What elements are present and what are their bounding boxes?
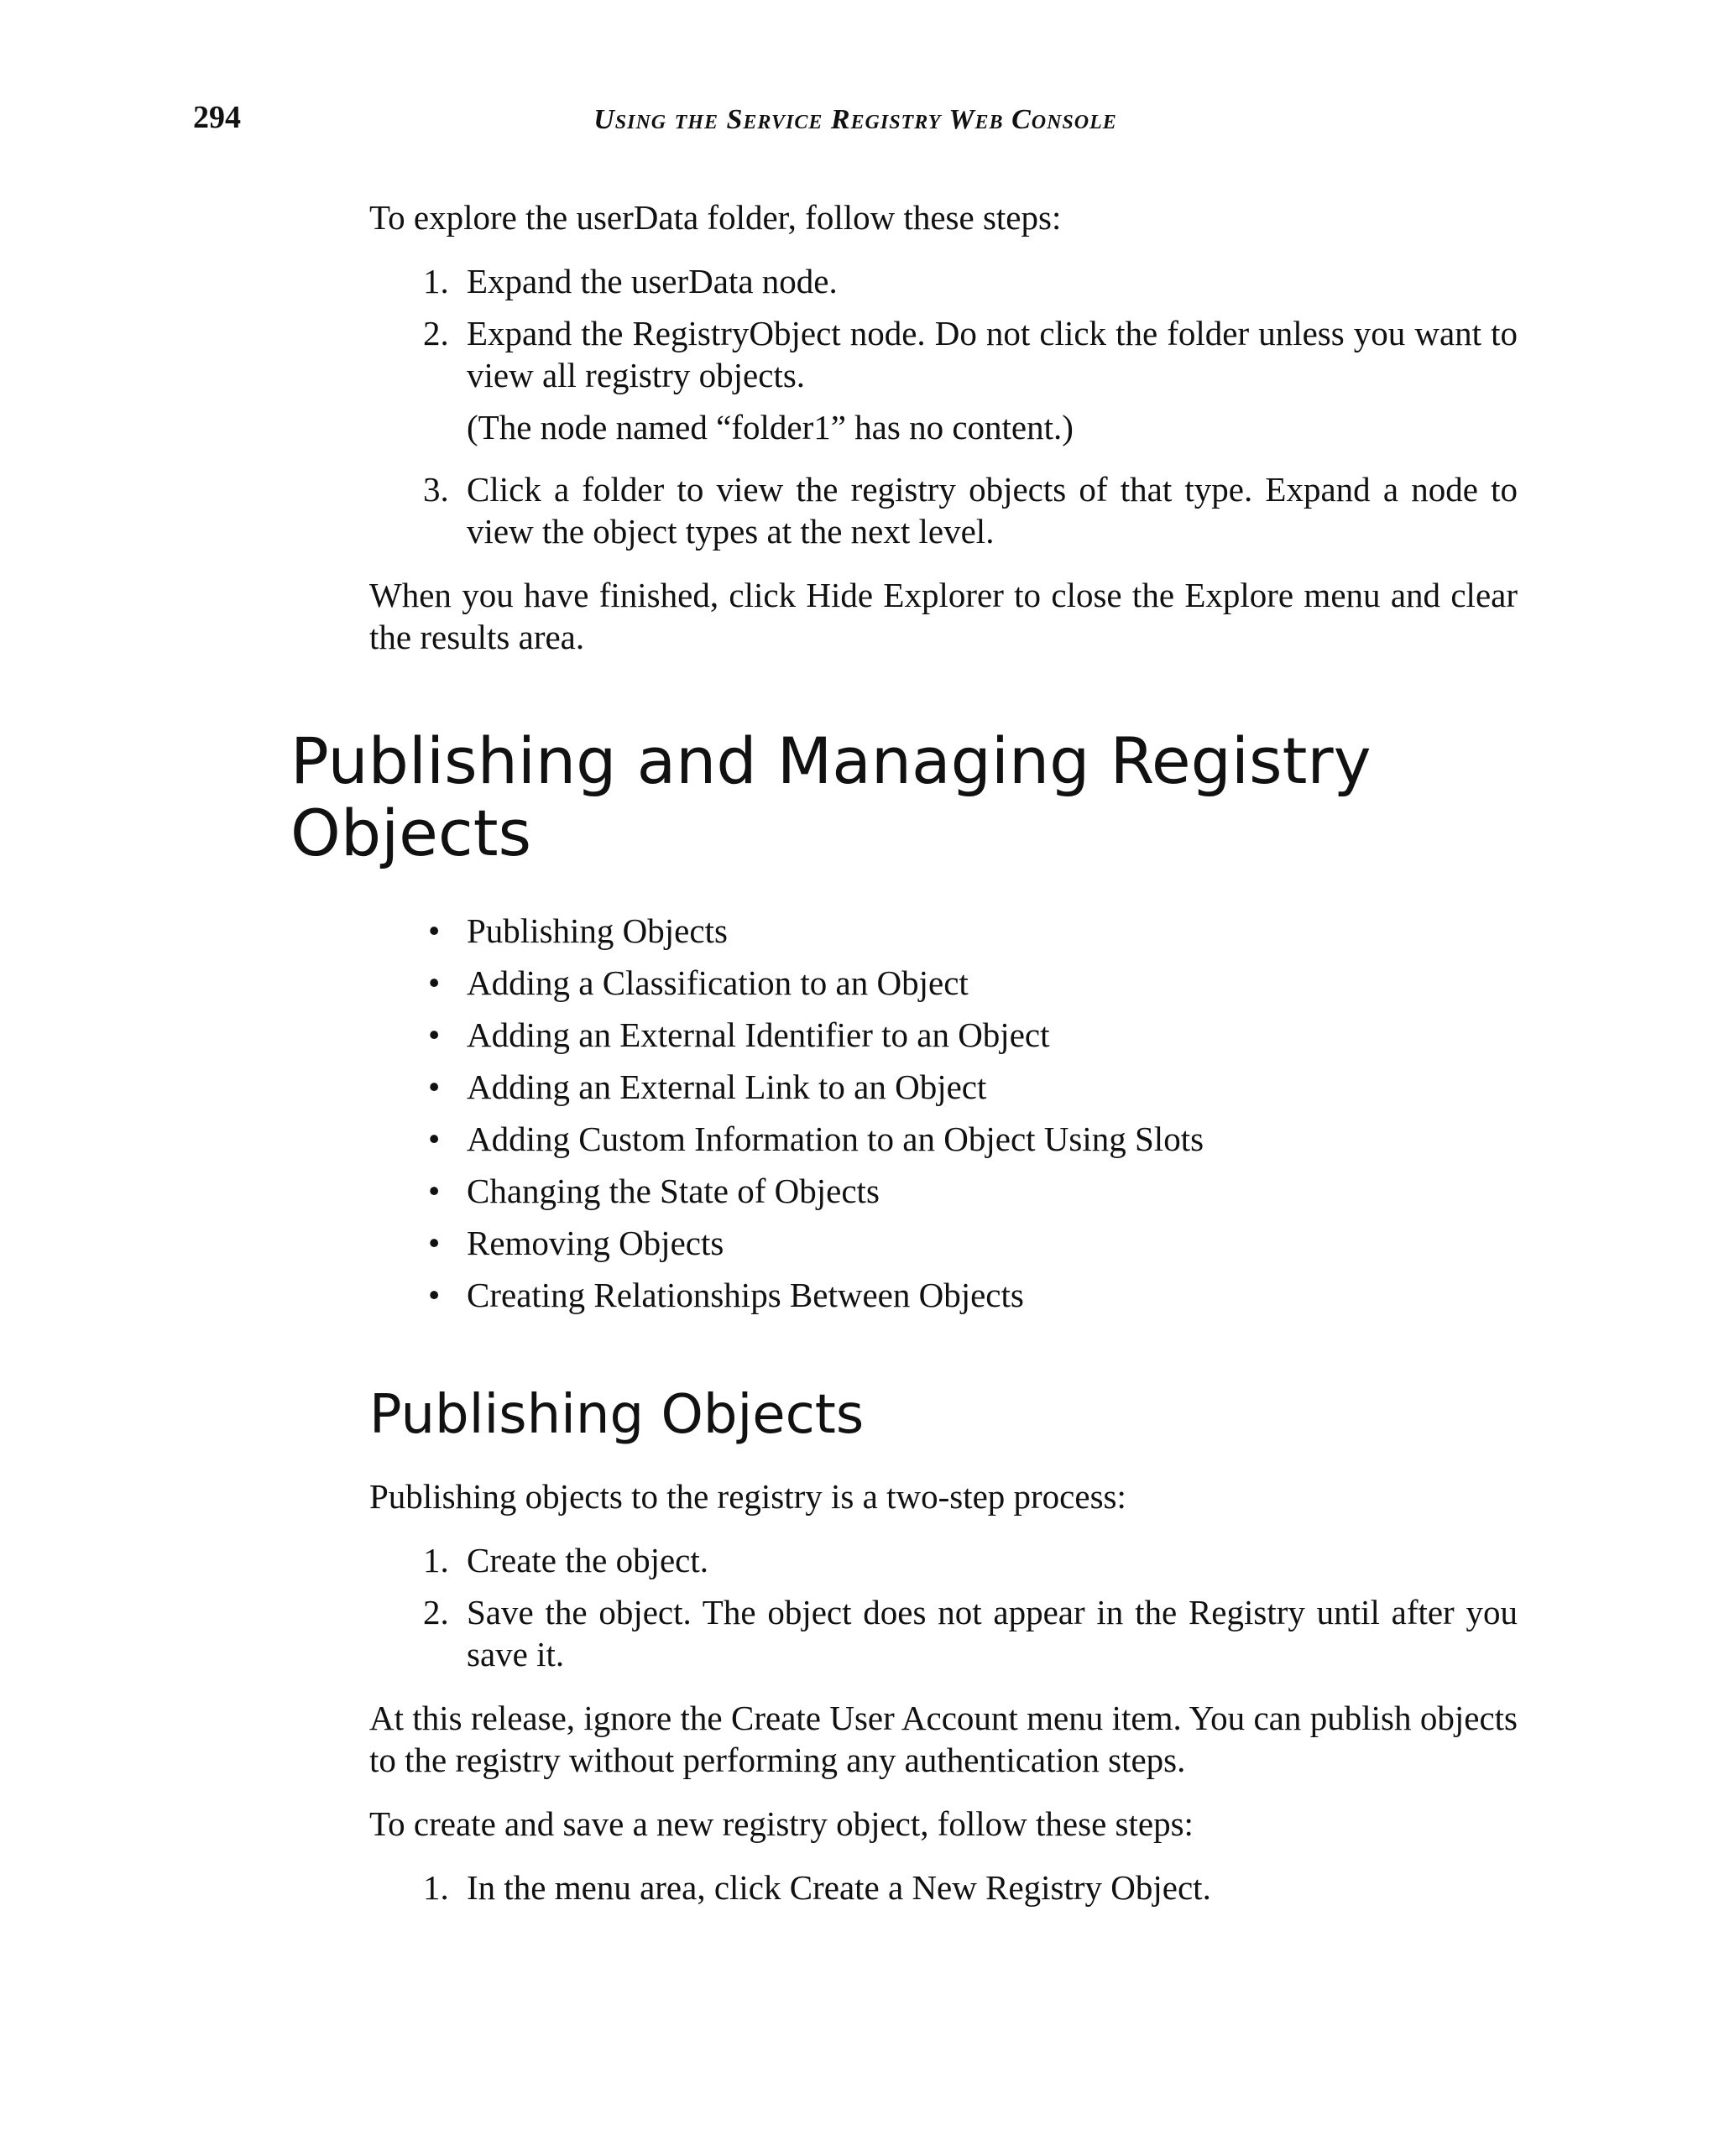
- topic-list-section: [369, 910, 1518, 1326]
- topic-label: Adding a Classification to an Object: [467, 963, 969, 1002]
- page-number: 294: [193, 100, 241, 135]
- topic-list: [369, 910, 1518, 1326]
- topic-list-item: [369, 1066, 1518, 1118]
- topic-label: Adding an External Identifier to an Object: [467, 1015, 1050, 1054]
- publishing-para-2: To create and save a new registry object, follow these steps:: [369, 1804, 1194, 1843]
- publishing-step-2: [369, 1591, 1518, 1675]
- topic-label: Creating Relationships Between Objects: [467, 1276, 1024, 1314]
- explore-step-2: [369, 312, 1518, 396]
- create-steps: [369, 1866, 1518, 1908]
- step-text: Click a folder to view the registry objects of that type. Expand a node to view the object types at the next level.: [467, 470, 1518, 551]
- page-header: [193, 99, 1518, 141]
- topic-list-item: [369, 1118, 1518, 1170]
- explore-section: [369, 196, 1518, 658]
- explore-intro: To explore the userData folder, follow these steps:: [369, 198, 1062, 237]
- publishing-intro: Publishing objects to the registry is a two-step process:: [369, 1477, 1126, 1516]
- topic-list-item: [369, 1274, 1518, 1326]
- step-number: 2.: [423, 1593, 449, 1631]
- topic-list-item: [369, 1222, 1518, 1274]
- topic-list-item: [369, 1170, 1518, 1222]
- running-head: Using the Service Registry Web Console: [593, 104, 1117, 135]
- topic-label: Adding Custom Information to an Object Using Slots: [467, 1120, 1204, 1158]
- step-text: Save the object. The object does not appear in the Registry until after you save it.: [467, 1593, 1518, 1673]
- topic-label: Changing the State of Objects: [467, 1172, 880, 1210]
- topic-list-item: [369, 962, 1518, 1014]
- topic-list-item: [369, 910, 1518, 962]
- subsection-heading: Publishing Objects: [369, 1384, 865, 1446]
- step-number: 3.: [423, 470, 449, 509]
- explore-step-1: [369, 260, 1518, 302]
- step-text: Expand the RegistryObject node. Do not click the folder unless you want to view all registry objects.: [467, 314, 1518, 394]
- explore-steps: [369, 260, 1518, 552]
- bullet-icon: •: [428, 1120, 441, 1158]
- publishing-step-1: [369, 1539, 1518, 1581]
- step-number: 1.: [423, 1868, 449, 1907]
- bullet-icon: •: [428, 911, 441, 950]
- create-step-1: [369, 1866, 1518, 1908]
- explore-step-2-note: (The node named “folder1” has no content.): [467, 408, 1074, 446]
- bullet-icon: •: [428, 1172, 441, 1210]
- step-text: Create the object.: [467, 1541, 709, 1579]
- topic-list-item: [369, 1014, 1518, 1066]
- bullet-icon: •: [428, 1224, 441, 1262]
- step-number: 1.: [423, 1541, 449, 1579]
- step-text: Expand the userData node.: [467, 262, 838, 300]
- publishing-para-1: At this release, ignore the Create User Account menu item. You can publish objects to the registry without performing any authentication steps.: [369, 1699, 1518, 1779]
- explore-closing: When you have finished, click Hide Explorer to close the Explore menu and clear the results area.: [369, 576, 1518, 656]
- bullet-icon: •: [428, 963, 441, 1002]
- bullet-icon: •: [428, 1015, 441, 1054]
- bullet-icon: •: [428, 1276, 441, 1314]
- topic-label: Adding an External Link to an Object: [467, 1068, 987, 1106]
- step-number: 2.: [423, 314, 449, 352]
- publishing-objects-section: [369, 1475, 1518, 1908]
- bullet-icon: •: [428, 1068, 441, 1106]
- topic-label: Removing Objects: [467, 1224, 724, 1262]
- step-text: In the menu area, click Create a New Registry Object.: [467, 1868, 1211, 1907]
- publishing-steps: [369, 1539, 1518, 1675]
- section-heading: Publishing and Managing Registry Objects: [290, 723, 1372, 870]
- step-number: 1.: [423, 262, 449, 300]
- explore-step-3: [369, 468, 1518, 552]
- topic-label: Publishing Objects: [467, 911, 728, 950]
